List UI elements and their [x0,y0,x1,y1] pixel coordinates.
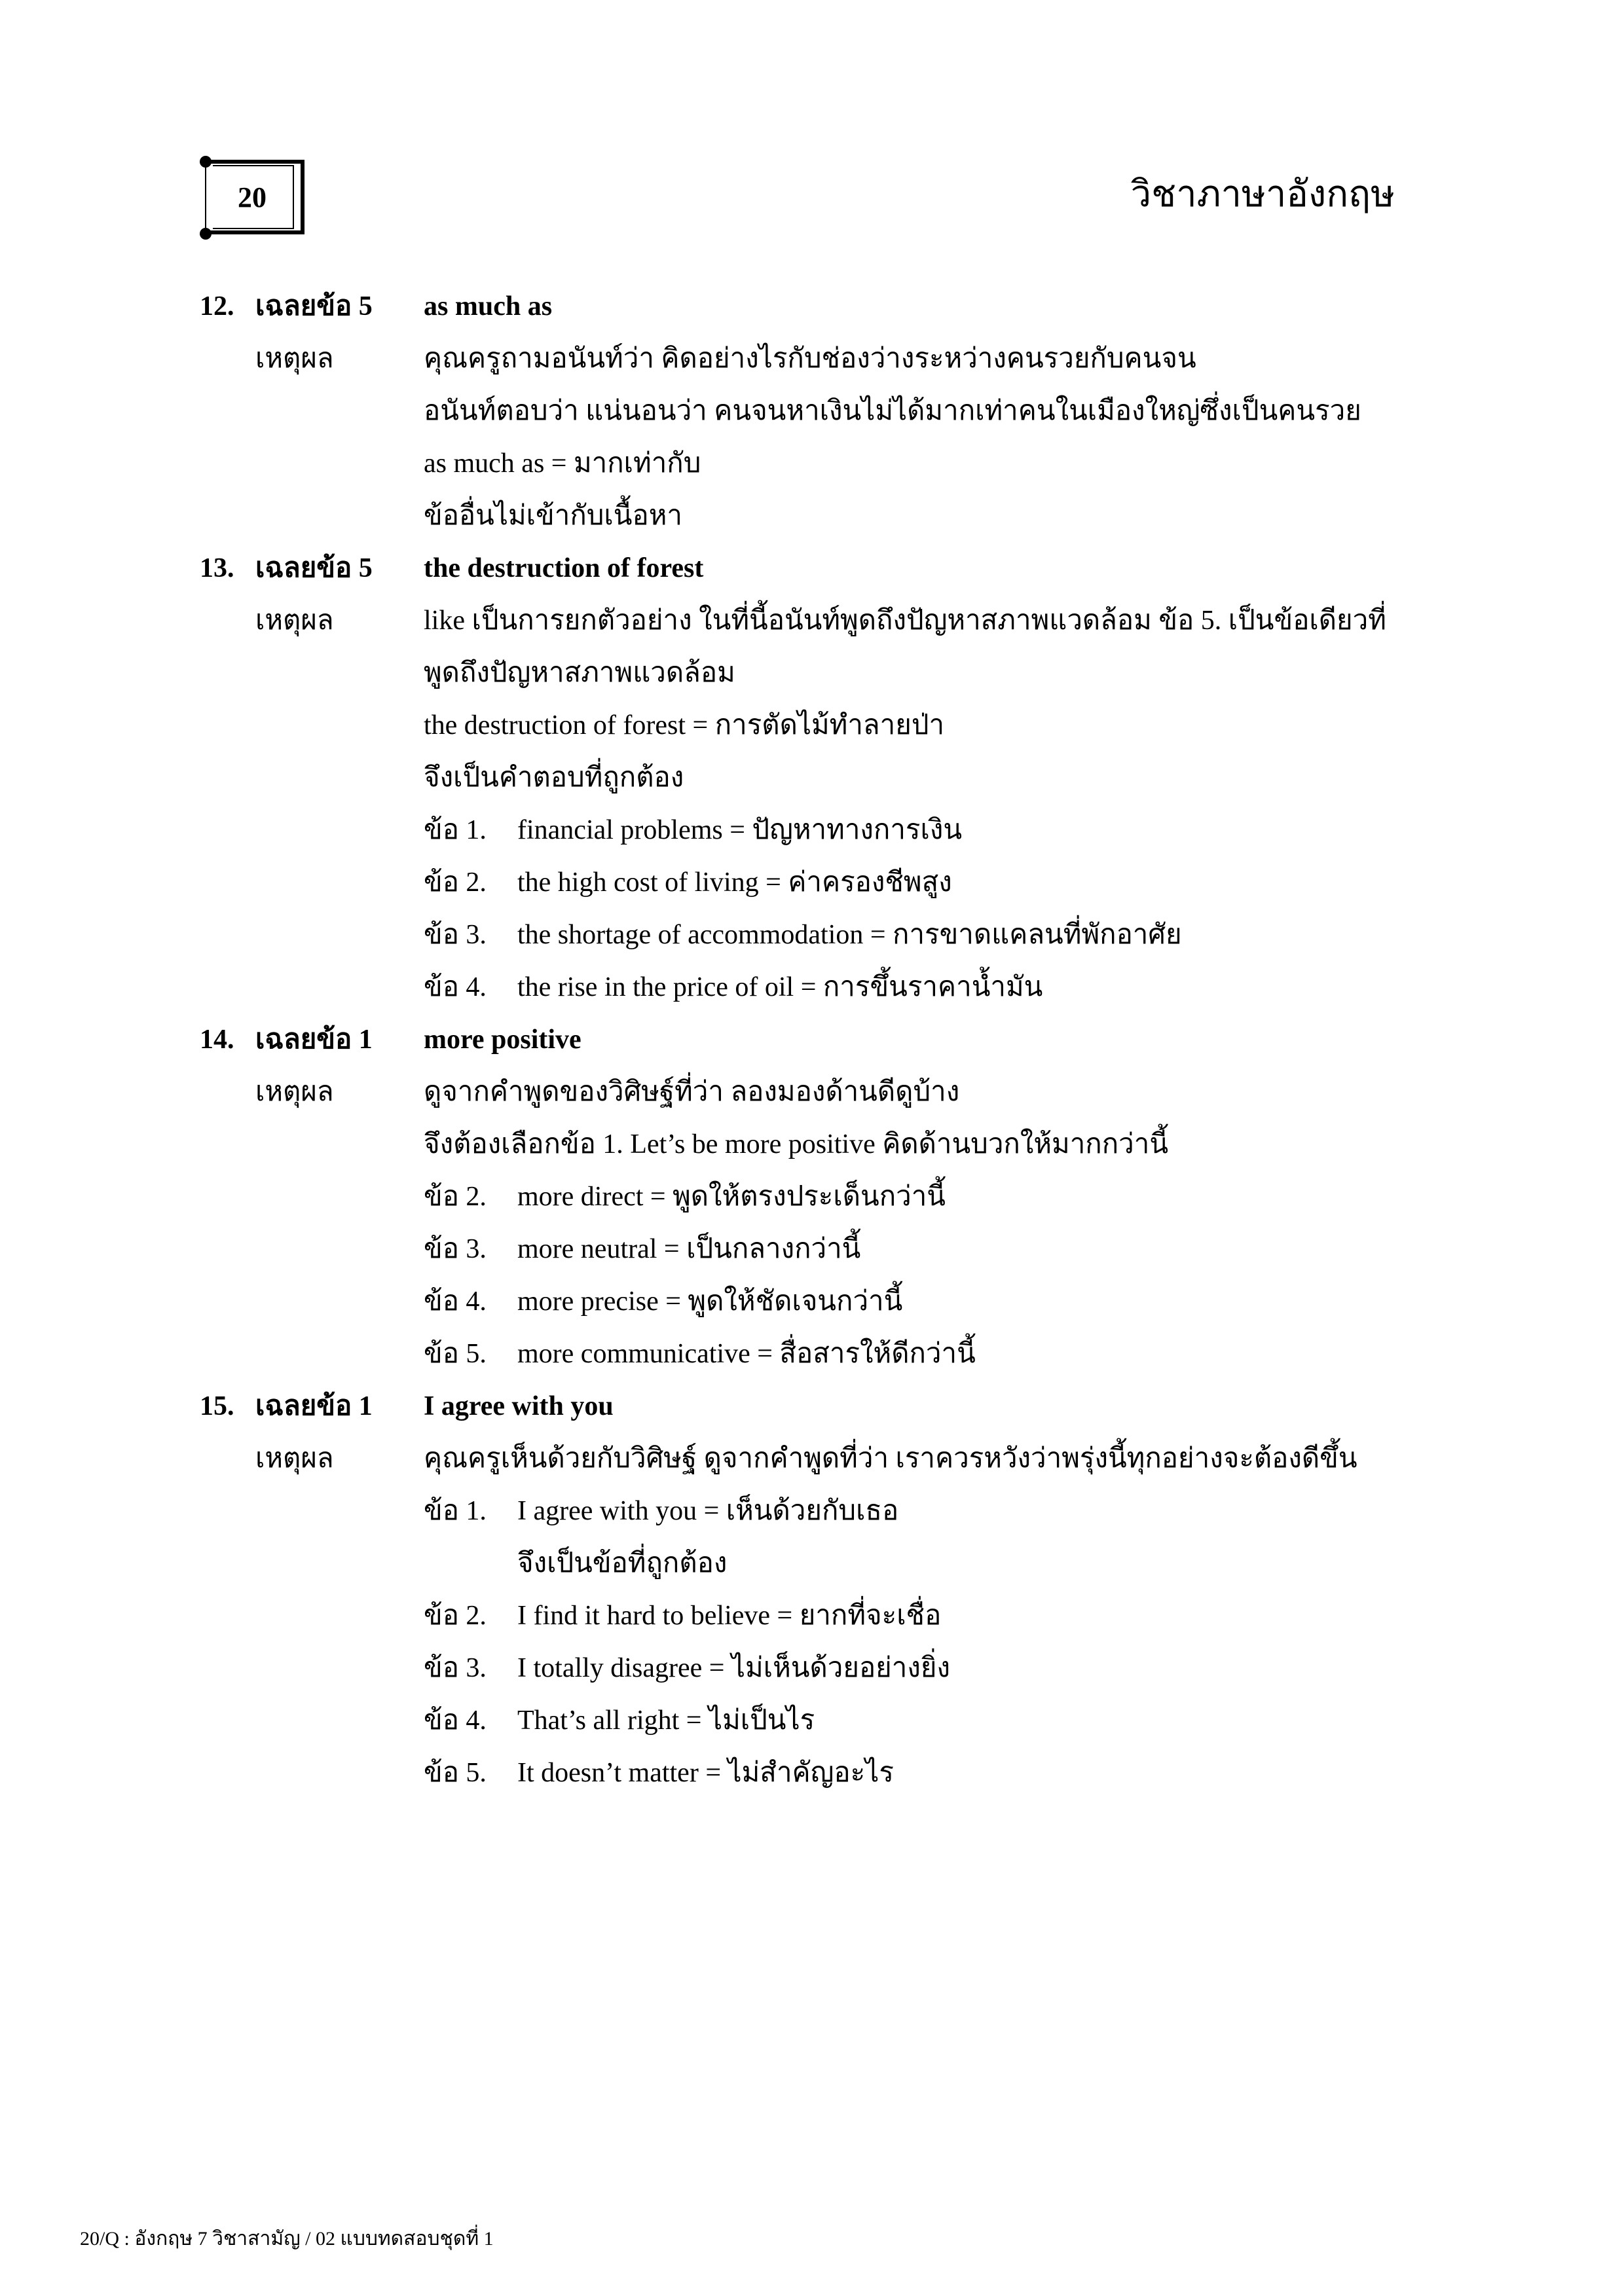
option-text: It doesn’t matter = ไม่สำคัญอะไร [517,1758,894,1788]
option-label: ข้อ 2. [424,1182,487,1212]
option-label: ข้อ 3. [424,920,487,950]
reason-label: เหตุผล [255,1077,334,1107]
option-row [200,1590,1431,1642]
option-label: ข้อ 1. [424,815,487,845]
reason-row [200,333,1431,385]
option-row [200,1275,1431,1328]
option-label: ข้อ 5. [424,1339,487,1369]
option-label: ข้อ 5. [424,1758,487,1788]
option-row [200,909,1431,961]
option-row [200,1642,1431,1694]
option-note: จึงเป็นข้อที่ถูกต้อง [517,1548,728,1578]
reason-row [200,647,1431,699]
answer-label: เฉลยข้อ 1 [255,1025,373,1055]
page-number-box [200,156,298,240]
reason-row [200,385,1431,437]
answer-text: more positive [424,1025,581,1055]
reason-line: ดูจากคำพูดของวิศิษฐ์ที่ว่า ลองมองด้านดีดูบ้าง [424,1077,960,1107]
reason-line: as much as = มากเท่ากับ [424,448,701,479]
option-text: I find it hard to believe = ยากที่จะเชื่อ [517,1601,942,1631]
option-row [200,1694,1431,1747]
option-row [200,961,1431,1013]
option-row [200,1328,1431,1380]
reason-line: the destruction of forest = การตัดไม้ทำลายป่า [424,710,945,740]
question-15 [200,1380,1431,1799]
option-row [200,1485,1431,1537]
option-text: more communicative = สื่อสารให้ดีกว่านี้ [517,1339,976,1369]
page-number: 20 [238,181,267,213]
reason-line: คุณครูถามอนันท์ว่า คิดอย่างไรกับช่องว่างระหว่างคนรวยกับคนจน [424,344,1196,374]
option-text: more precise = พูดให้ชัดเจนกว่านี้ [517,1286,903,1317]
option-label: ข้อ 4. [424,972,487,1002]
answer-label: เฉลยข้อ 5 [255,553,373,583]
answer-text: I agree with you [424,1391,614,1421]
reason-row [200,594,1431,647]
reason-row [200,1432,1431,1485]
option-row [200,1747,1431,1799]
option-note-row [200,1537,1431,1590]
question-12 [200,280,1431,542]
option-text: the rise in the price of oil = การขึ้นราคาน้ำมัน [517,972,1043,1002]
option-text: I agree with you = เห็นด้วยกับเธอ [517,1496,899,1526]
reason-row [200,1118,1431,1171]
question-number: 13. [200,553,234,583]
reason-line: จึงเป็นคำตอบที่ถูกต้อง [424,763,684,793]
option-text: I totally disagree = ไม่เห็นด้วยอย่างยิ่ง [517,1653,950,1683]
reason-line: ข้ออื่นไม่เข้ากับเนื้อหา [424,501,682,531]
reason-row [200,752,1431,804]
reason-label: เหตุผล [255,1444,334,1474]
option-label: ข้อ 2. [424,867,487,898]
option-row [200,804,1431,856]
option-label: ข้อ 2. [424,1601,487,1631]
option-text: That’s all right = ไม่เป็นไร [517,1705,815,1736]
reason-line: like เป็นการยกตัวอย่าง ในที่นี้อนันท์พูดถึงปัญหาสภาพแวดล้อม ข้อ 5. เป็นข้อเดียวที่ [424,606,1386,636]
question-13 [200,542,1431,1013]
reason-label: เหตุผล [255,606,334,636]
option-label: ข้อ 3. [424,1234,487,1264]
page-footer: 20/Q : อังกฤษ 7 วิชาสามัญ / 02 แบบทดสอบชุดที่ 1 [80,2228,494,2250]
option-text: the high cost of living = ค่าครองชีพสูง [517,867,952,898]
answer-label: เฉลยข้อ 5 [255,291,373,321]
option-label: ข้อ 4. [424,1286,487,1317]
question-number: 12. [200,291,234,321]
reason-line: พูดถึงปัญหาสภาพแวดล้อม [424,658,735,688]
answer-text: the destruction of forest [424,553,704,583]
option-label: ข้อ 3. [424,1653,487,1683]
option-label: ข้อ 4. [424,1705,487,1736]
question-number: 14. [200,1025,234,1055]
question-number: 15. [200,1391,234,1421]
reason-row [200,437,1431,490]
reason-line: อนันท์ตอบว่า แน่นอนว่า คนจนหาเงินไม่ได้มากเท่าคนในเมืองใหญ่ซึ่งเป็นคนรวย [424,396,1361,426]
answer-row [200,1380,1431,1432]
option-text: more neutral = เป็นกลางกว่านี้ [517,1234,861,1264]
question-14 [200,1013,1431,1380]
answer-text: as much as [424,291,553,321]
reason-row [200,490,1431,542]
option-label: ข้อ 1. [424,1496,487,1526]
option-row [200,1171,1431,1223]
answer-key-content [200,280,1431,1799]
reason-line: จึงต้องเลือกข้อ 1. Let’s be more positive คิดด้านบวกให้มากกว่านี้ [424,1129,1169,1159]
option-text: the shortage of accommodation = การขาดแคลนที่พักอาศัย [517,920,1182,950]
option-text: more direct = พูดให้ตรงประเด็นกว่านี้ [517,1182,946,1212]
option-text: financial problems = ปัญหาทางการเงิน [517,815,963,845]
answer-row [200,280,1431,333]
reason-row [200,1066,1431,1118]
answer-row [200,1013,1431,1066]
option-row [200,1223,1431,1275]
answer-label: เฉลยข้อ 1 [255,1391,373,1421]
option-row [200,856,1431,909]
subject-title: วิชาภาษาอังกฤษ [1130,174,1395,215]
answer-row [200,542,1431,594]
reason-row [200,699,1431,752]
reason-line: คุณครูเห็นด้วยกับวิศิษฐ์ ดูจากคำพูดที่ว่า เราควรหวังว่าพรุ่งนี้ทุกอย่างจะต้องดีขึ้น [424,1444,1357,1474]
reason-label: เหตุผล [255,344,334,374]
